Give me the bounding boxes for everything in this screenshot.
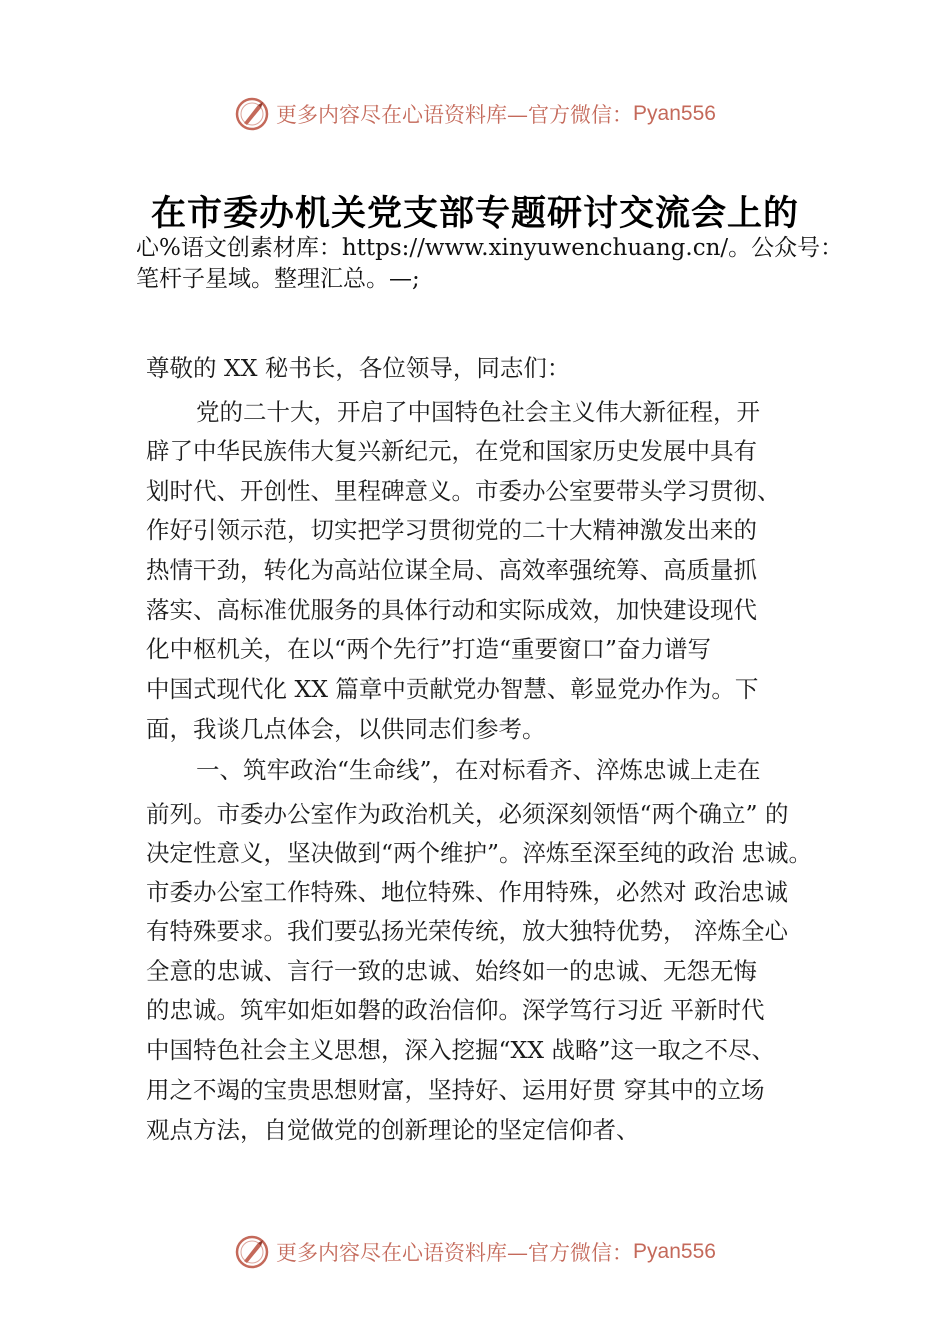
source-note-line-2: 笔杆子星域。整理汇总。—;: [136, 266, 420, 292]
body-line: 市委办公室工作特殊、地位特殊、作用特殊，必然对 政治忠诚: [146, 878, 788, 906]
salutation-line: 尊敬的 XX 秘书长，各位领导，同志们：: [146, 354, 571, 382]
body-line: 划时代、开创性、里程碑意义。市委办公室要带头学习贯彻、: [146, 477, 781, 505]
body-line: 全意的忠诚、言行一致的忠诚、始终如一的忠诚、无怨无悔: [146, 957, 757, 985]
body-line: 面，我谈几点体会，以供同志们参考。: [146, 715, 546, 743]
body-line: 中国式现代化 XX 篇章中贡献党办智慧、彰显党办作为。下: [146, 675, 759, 703]
quill-seal-logo-icon: [234, 96, 270, 132]
body-line: 用之不竭的宝贵思想财富，坚持好、运用好贯 穿其中的立场: [146, 1076, 765, 1104]
source-note-line-1: 心%语文创素材库：https://www.xinyuwenchuang.cn/。公众号：: [136, 235, 844, 261]
header-banner-wechat-id: Pyan556: [633, 102, 716, 125]
header-banner-text: 更多内容尽在心语资料库—官方微信：: [276, 103, 634, 127]
body-line: 决定性意义，坚决做到“两个维护”。淬炼至深至纯的政治 忠诚。: [146, 839, 812, 867]
body-line: 热情干劲，转化为高站位谋全局、高效率强统筹、高质量抓: [146, 556, 757, 584]
footer-watermark-banner: [0, 1232, 950, 1272]
footer-banner-text: 更多内容尽在心语资料库—官方微信：: [276, 1241, 634, 1265]
body-line: 中国特色社会主义思想，深入挖掘“XX 战略”这一取之不尽、: [146, 1036, 775, 1064]
body-line: 化中枢机关，在以“两个先行”打造“重要窗口”奋力谱写: [146, 635, 712, 663]
body-line: 辟了中华民族伟大复兴新纪元，在党和国家历史发展中具有: [146, 437, 757, 465]
quill-seal-logo-icon: [234, 1234, 270, 1270]
section-heading-line: 一、筑牢政治“生命线”，在对标看齐、淬炼忠诚上走在: [196, 756, 761, 784]
body-line: 有特殊要求。我们要弘扬光荣传统，放大独特优势， 淬炼全心: [146, 917, 788, 945]
body-line: 落实、高标准优服务的具体行动和实际成效，加快建设现代: [146, 596, 757, 624]
body-line: 党的二十大，开启了中国特色社会主义伟大新征程，开: [196, 398, 760, 426]
header-watermark-banner: [0, 94, 950, 134]
body-line: 前列。市委办公室作为政治机关，必须深刻领悟“两个确立” 的: [146, 800, 789, 828]
document-title: 在市委办机关党支部专题研讨交流会上的: [150, 193, 799, 234]
footer-banner-wechat-id: Pyan556: [633, 1240, 716, 1263]
body-line: 作好引领示范，切实把学习贯彻党的二十大精神激发出来的: [146, 516, 757, 544]
body-line: 的忠诚。筑牢如炬如磐的政治信仰。深学笃行习近 平新时代: [146, 996, 765, 1024]
body-line: 观点方法，自觉做党的创新理论的坚定信仰者、: [146, 1116, 640, 1144]
